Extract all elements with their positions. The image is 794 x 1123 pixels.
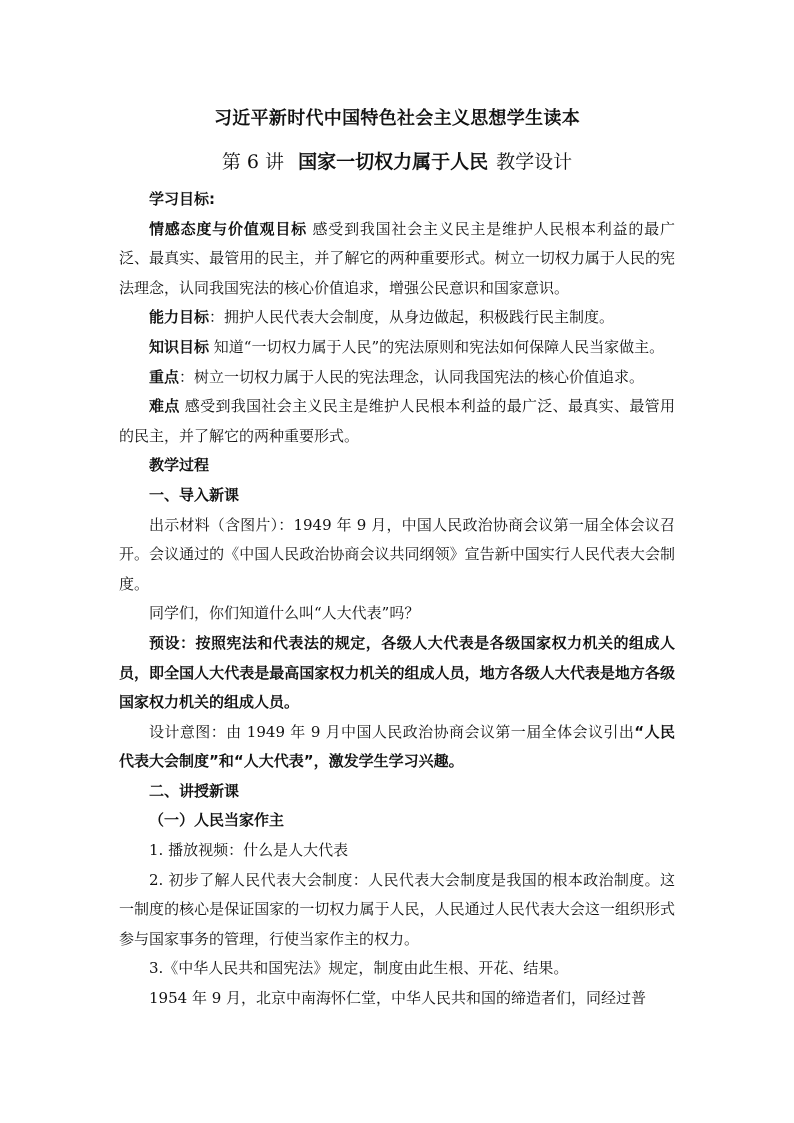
key-point-label: 重点 [149, 367, 180, 386]
process-heading: 教学过程 [149, 456, 210, 475]
goal-emotion [119, 215, 675, 304]
section2-heading: 二、讲授新课 [149, 781, 240, 800]
section1-preset: 预设：按照宪法和代表法的规定，各级人大代表是各级国家权力机关的组成人员，即全国人大代表是最高国家权力机关的组成人员，地方各级人大代表是地方各级国家权力机关的组成人员。 [119, 633, 675, 712]
goal-emotion-text: 感受到我国社会主义民主是维护人民根本利益的最广泛、最真实、最管用的民主，并了解它的两种重要形式。树立一切权力属于人民的宪法理念，认同我国宪法的核心价值追求，增强公民意识和国家意识。 [119, 219, 675, 297]
difficult-point [119, 392, 675, 451]
difficult-point-label: 难点 [149, 397, 180, 416]
lecture-name: 国家一切权力属于人民 [298, 151, 489, 173]
section1-question: 同学们，你们知道什么叫“人大代表”吗？ [149, 604, 420, 623]
lecture-kind: 教学设计 [496, 151, 573, 173]
lecture-number: 第 6 讲 [221, 151, 285, 173]
goal-knowledge [119, 333, 675, 363]
key-point [119, 363, 675, 393]
item-4: 1954 年 9 月，北京中南海怀仁堂，中华人民共和国的缔造者们，同经过普 [149, 989, 647, 1008]
learning-goals-heading: 学习目标: [149, 190, 215, 208]
goal-emotion-label: 情感态度与价值观目标 [149, 219, 307, 238]
goal-knowledge-text: 知道“一切权力属于人民”的宪法原则和宪法如何保障人民当家做主。 [213, 337, 665, 356]
goal-ability [119, 303, 675, 333]
item-1: 1. 播放视频：什么是人大代表 [149, 841, 349, 860]
section1-design-prefix: 设计意图：由 1949 年 9 月中国人民政治协商会议第一届全体会议引出 [149, 722, 635, 741]
key-point-text: ：树立一切权力属于人民的宪法理念，认同我国宪法的核心价值追求。 [179, 367, 645, 386]
section1-design [119, 718, 675, 777]
goal-knowledge-label: 知识目标 [149, 337, 210, 356]
document-body [119, 185, 675, 1014]
goal-ability-text: ：拥护人民代表大会制度，从身边做起，积极践行民主制度。 [209, 308, 615, 327]
goal-ability-label: 能力目标 [149, 308, 210, 327]
section1-heading: 一、导入新课 [149, 485, 240, 504]
item-3: 3.《中华人民共和国宪法》规定，制度由此生根、开花、结果。 [149, 959, 569, 978]
section1-material: 出示材料（含图片）：1949 年 9 月，中国人民政治协商会议第一届全体会议召开。会议通过的《中国人民政治协商会议共同纲领》宣告新中国实行人民代表大会制度。 [119, 515, 675, 593]
lecture-title [0, 148, 794, 176]
difficult-point-text: 感受到我国社会主义民主是维护人民根本利益的最广泛、最真实、最管用的民主，并了解它的两种重要形式。 [119, 397, 675, 445]
document-title: 习近平新时代中国特色社会主义思想学生读本 [214, 108, 580, 129]
subsection1-heading: （一）人民当家作主 [149, 811, 285, 830]
section1-design-bold: “人民代表大会制度”和“人大代表”，激发学生学习兴趣。 [119, 722, 676, 771]
item-2: 2. 初步了解人民代表大会制度：人民代表大会制度是我国的根本政治制度。这一制度的核心是保证国家的一切权力属于人民，人民通过人民代表大会这一组织形式参与国家事务的管理，行使当家作主的权力。 [119, 870, 675, 948]
